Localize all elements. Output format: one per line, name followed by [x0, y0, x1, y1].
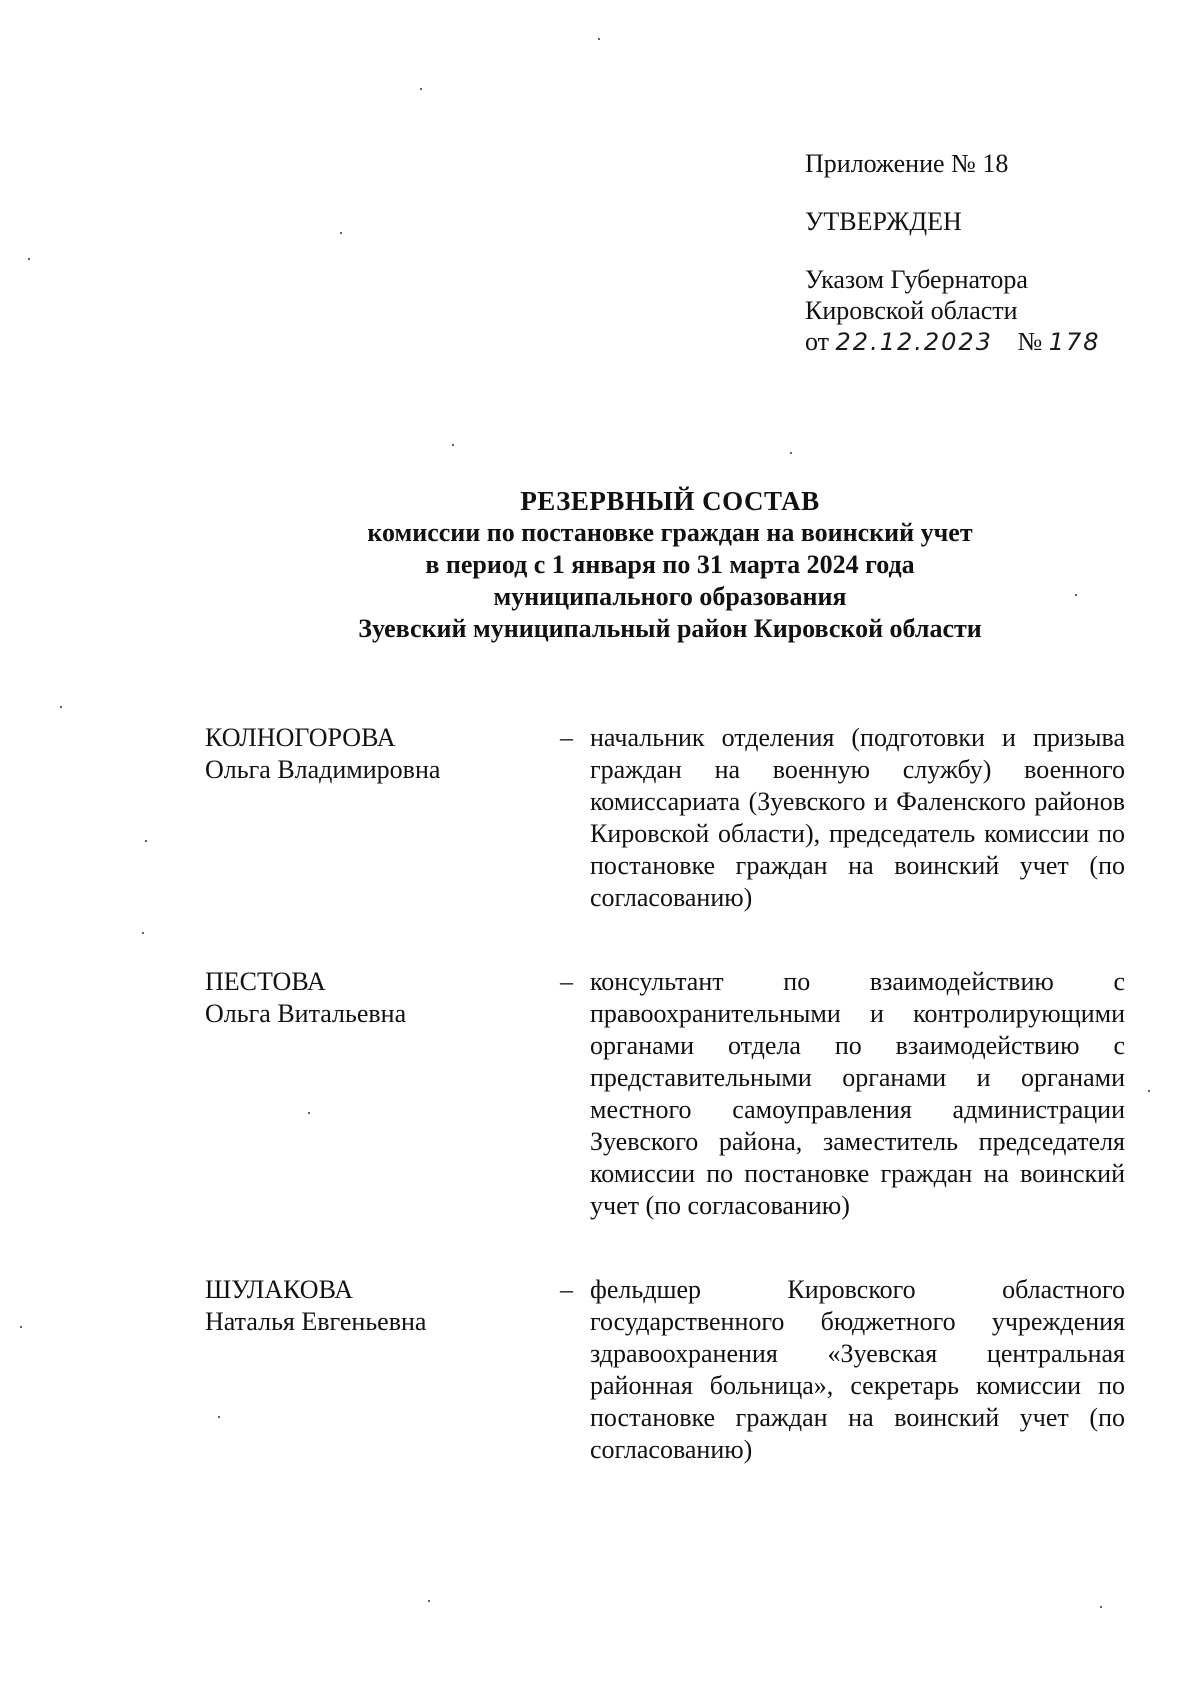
member-item — [205, 1274, 1125, 1466]
approved-stamp: УТВЕРЖДЕН — [805, 207, 962, 236]
member-surname: КОЛНОГОРОВА — [205, 723, 396, 752]
scan-speck — [1100, 1606, 1102, 1608]
member-role: фельдшер Кировского областного государственного бюджетного учреждения здравоохранения «Зуевская центральная районная больница», секретарь комиссии по постановке граждан на воинский учет (по согласованию) — [590, 1275, 1125, 1464]
scan-speck — [420, 88, 422, 90]
document-title — [200, 485, 1140, 645]
scan-speck — [452, 444, 454, 446]
member-name — [205, 1274, 560, 1466]
approval-block — [805, 148, 1101, 358]
handwritten-number: 178 — [1048, 328, 1101, 356]
scan-speck — [218, 1416, 220, 1418]
scan-speck — [28, 258, 30, 260]
scan-speck — [145, 840, 147, 842]
handwritten-date: 22.12.2023 — [835, 328, 993, 356]
date-prefix: от — [805, 327, 830, 356]
title-line-4: муниципального образования — [493, 582, 847, 611]
scan-speck — [1075, 594, 1077, 596]
title-line-5: Зуевский муниципальный район Кировской области — [358, 614, 982, 643]
member-given-name: Ольга Витальевна — [205, 999, 407, 1028]
member-surname: ПЕСТОВА — [205, 967, 326, 996]
member-given-name: Ольга Владимировна — [205, 755, 441, 784]
members-list — [205, 722, 1125, 1466]
scan-speck — [1148, 1090, 1150, 1092]
member-name — [205, 966, 560, 1222]
appendix-number: Приложение № 18 — [805, 149, 1009, 178]
scan-speck — [340, 232, 342, 234]
scan-speck — [790, 452, 792, 454]
scan-speck — [60, 706, 62, 708]
title-line-3: в период с 1 января по 31 марта 2024 года — [425, 550, 915, 579]
member-dash: – — [560, 723, 573, 752]
number-prefix: № — [1017, 327, 1043, 356]
member-surname: ШУЛАКОВА — [205, 1275, 354, 1304]
title-line-2: комиссии по постановке граждан на воинский учет — [367, 518, 973, 547]
scan-speck — [428, 1600, 430, 1602]
member-dash: – — [560, 967, 573, 996]
member-given-name: Наталья Евгеньевна — [205, 1307, 427, 1336]
title-line-1: РЕЗЕРВНЫЙ СОСТАВ — [520, 486, 820, 516]
scan-speck — [308, 1112, 310, 1114]
member-name — [205, 722, 560, 914]
member-role: консультант по взаимодействию с правоохранительными и контролирующими органами отдела по взаимодействию с представительными органами и органами местного самоуправления администрации Зуевского района, заместитель председателя комиссии по постановке граждан на воинский учет (по согласованию) — [590, 967, 1125, 1220]
member-item — [205, 722, 1125, 914]
member-item — [205, 966, 1125, 1222]
scan-speck — [598, 38, 600, 40]
member-dash: – — [560, 1275, 573, 1304]
member-role: начальник отделения (подготовки и призыва граждан на военную службу) военного комиссариата (Зуевского и Фаленского районов Кировской области), председатель комиссии по постановке граждан на воинский учет (по согласованию) — [590, 723, 1125, 912]
scan-speck — [20, 1326, 22, 1328]
decree-date-line — [805, 326, 1101, 358]
decree-line-2: Кировской области — [805, 296, 1018, 325]
scan-speck — [142, 932, 144, 934]
decree-line-1: Указом Губернатора — [805, 265, 1028, 294]
